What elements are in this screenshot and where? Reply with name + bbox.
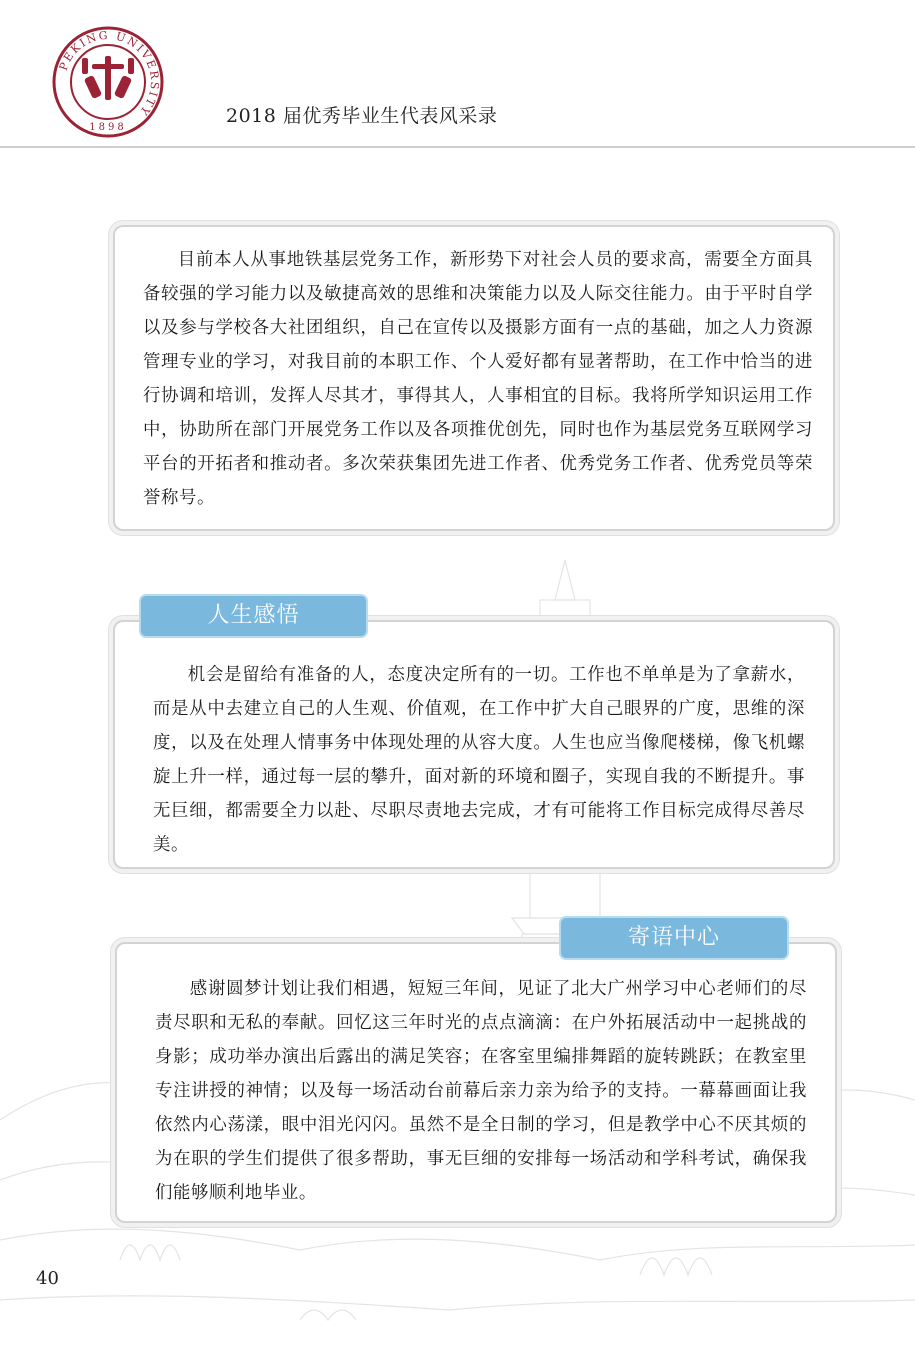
document-header-title: 2018 届优秀毕业生代表风采录 xyxy=(226,105,498,127)
intro-paragraph: 目前本人从事地铁基层党务工作，新形势下对社会人员的要求高，需要全方面具备较强的学习能力以及敏捷高效的思维和决策能力以及人际交往能力。由于平时自学以及参与学校各大社团组织，自己在宣传以及摄影方面有一点的基础，加之人力资源管理专业的学习，对我目前的本职工作、个人爱好都有显著帮助，在工作中恰当的进行协调和培训，发挥人尽其才，事得其人，人事相宜的目标。我将所学知识运用工作中，协助所在部门开展党务工作以及各项推优创先，同时也作为基层党务互联网学习平台的开拓者和推动者。多次荣获集团先进工作者、优秀党务工作者、优秀党员等荣誉称号。 xyxy=(143,250,813,508)
peking-university-seal-icon xyxy=(52,26,164,138)
message-to-center-paragraph: 感谢圆梦计划让我们相遇，短短三年间，见证了北大广州学习中心老师们的尽责尽职和无私的奉献。回忆这三年时光的点点滴滴：在户外拓展活动中一起挑战的身影；成功举办演出后露出的满足笑容；在客室里编排舞蹈的旋转跳跃；在教室里专注讲授的神情；以及每一场活动台前幕后亲力亲为给予的支持。一幕幕画面让我依然内心荡漾，眼中泪光闪闪。虽然不是全日制的学习，但是教学中心不厌其烦的为在职的学生们提供了很多帮助，事无巨细的安排每一场活动和学科考试，确保我们能够顺利地毕业。 xyxy=(155,979,807,1203)
header-divider xyxy=(0,146,915,148)
life-insights-label-tab: 人生感悟 xyxy=(141,596,366,636)
life-insights-paragraph: 机会是留给有准备的人，态度决定所有的一切。工作也不单单是为了拿薪水，而是从中去建立自己的人生观、价值观，在工作中扩大自己眼界的广度，思维的深度，以及在处理人情事务中体现处理的从容大度。人生也应当像爬楼梯，像飞机螺旋上升一样，通过每一层的攀升，面对新的环境和圈子，实现自我的不断提升。事无巨细，都需要全力以赴、尽职尽责地去完成，才有可能将工作目标完成得尽善尽美。 xyxy=(153,665,805,855)
life-insights-box xyxy=(113,620,835,869)
page-number: 40 xyxy=(36,1268,59,1289)
svg-text:PEKING UNIVERSITY: PEKING UNIVERSITY xyxy=(56,28,162,119)
message-to-center-label-tab: 寄语中心 xyxy=(561,918,787,958)
svg-text:1898: 1898 xyxy=(89,122,127,133)
message-to-center-box xyxy=(115,942,837,1223)
university-logo xyxy=(52,26,164,138)
intro-text-box xyxy=(113,225,835,531)
